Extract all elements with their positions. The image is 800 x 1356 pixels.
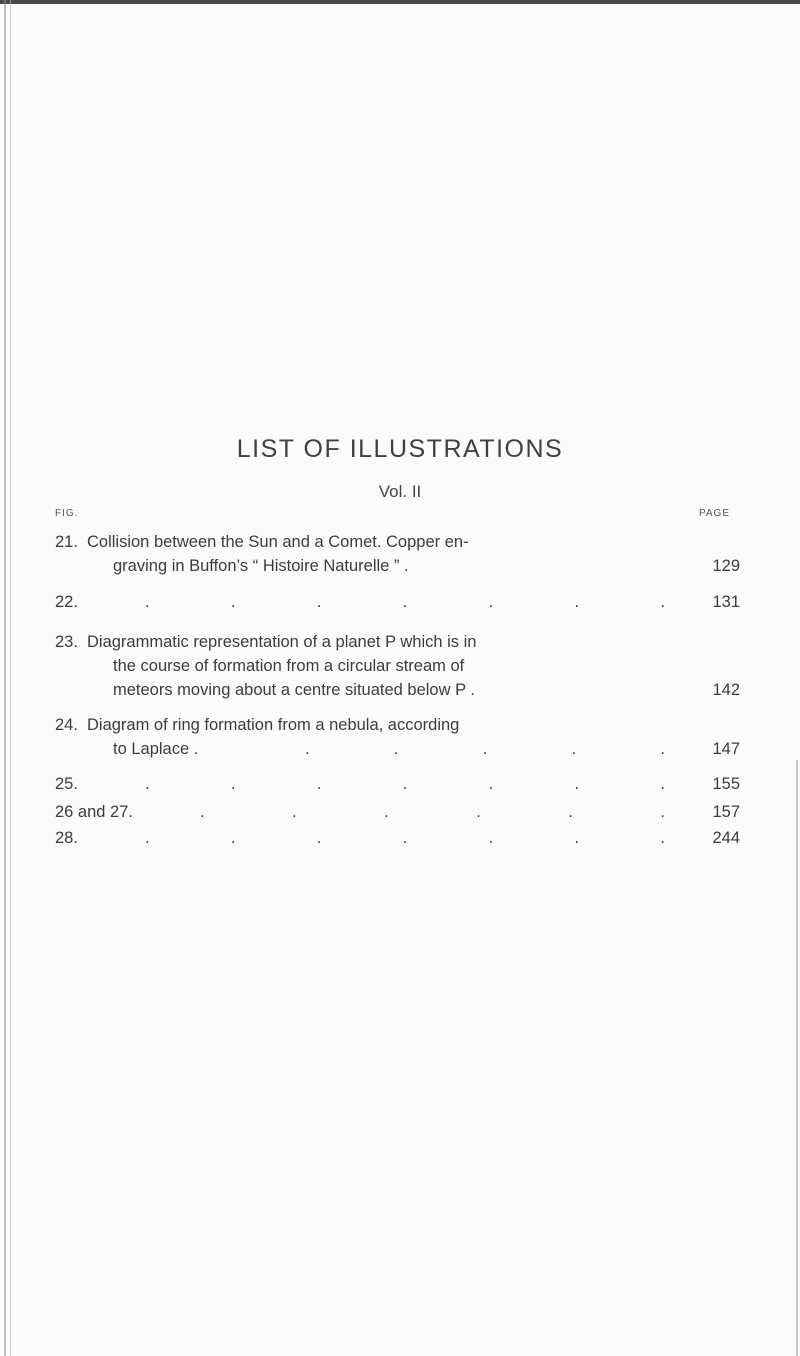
page-title: LIST OF ILLUSTRATIONS xyxy=(236,435,564,463)
page-number: 157 xyxy=(712,803,740,821)
figure-caption xyxy=(87,630,668,702)
illustration-entry-22 xyxy=(55,590,740,614)
page-column-header: PAGE xyxy=(698,508,730,519)
page-number: 155 xyxy=(712,775,740,793)
dot-leader: . . . . . . . xyxy=(145,829,665,847)
page-left-edge-inner xyxy=(10,0,11,1356)
page-number: 142 xyxy=(712,681,740,699)
page-number: 244 xyxy=(712,829,740,847)
illustration-entry-28 xyxy=(55,826,740,850)
figure-number: 24. xyxy=(55,716,78,734)
fig-column-header: FIG. xyxy=(55,508,79,519)
illustration-entry-26-27 xyxy=(55,800,740,824)
dot-leader: . . . . . . xyxy=(200,803,665,821)
caption-line: Diagrammatic representation of a planet P which is in xyxy=(87,633,477,651)
dot-leader: . . . . . . . xyxy=(145,593,665,611)
figure-number: 23. xyxy=(55,633,78,651)
dot-leader: . . . . . . . xyxy=(145,775,665,793)
caption-line: graving in Buffon’s “ Histoire Naturelle ” . xyxy=(113,557,409,575)
caption-line: Diagram of ring formation from a nebula, according xyxy=(87,716,460,734)
figure-number: 25. xyxy=(55,775,78,793)
illustration-entry-25 xyxy=(55,772,740,796)
top-edge-rule xyxy=(0,0,800,4)
caption-line: the course of formation from a circular stream of xyxy=(113,657,465,675)
dot-leader: . . . . . xyxy=(305,740,665,758)
figure-number: 21. xyxy=(55,533,78,551)
page-left-edge xyxy=(4,0,6,1356)
volume-label: Vol. II xyxy=(378,482,422,501)
page-number: 129 xyxy=(712,557,740,575)
figure-number: 28. xyxy=(55,829,78,847)
page-number: 147 xyxy=(712,740,740,758)
illustration-entry-24 xyxy=(55,713,740,761)
caption-line: Collision between the Sun and a Comet. Copper en- xyxy=(87,533,469,551)
figure-caption xyxy=(87,530,668,578)
figure-number: 22. xyxy=(55,593,78,611)
page-right-edge xyxy=(796,760,798,1356)
caption-line: meteors moving about a centre situated below P . xyxy=(113,681,475,699)
page-number: 131 xyxy=(712,593,740,611)
figure-number: 26 and 27. xyxy=(55,803,133,821)
illustration-entry-23 xyxy=(55,630,740,702)
illustration-entry-21 xyxy=(55,530,740,578)
caption-line-text: to Laplace . xyxy=(113,740,199,758)
